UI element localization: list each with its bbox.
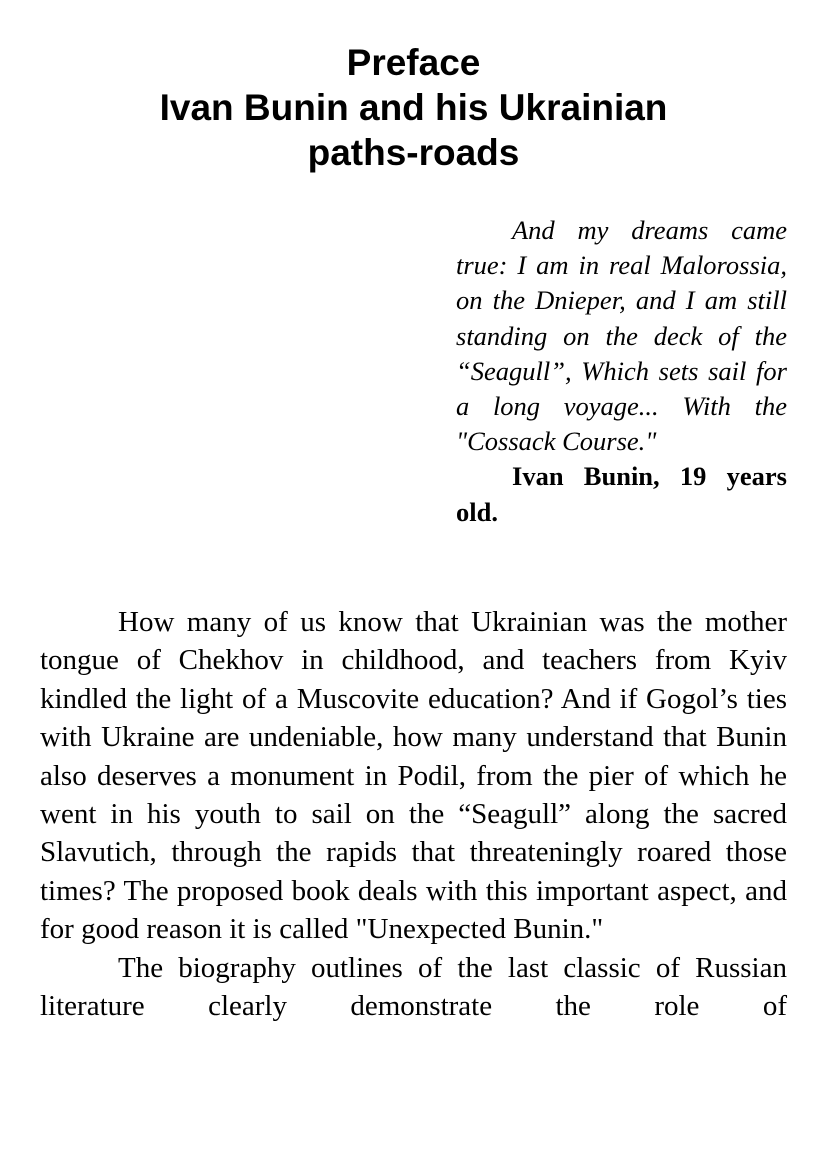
body-paragraph: How many of us know that Ukrainian was the mother tongue of Chekhov in childhood, and teachers from Kyiv kindled the light of a Muscovite education? And if Gogol’s ties with Ukraine are undeniable, how many understand that Bunin also deserves a monument in Podil, from the pier of which he went in his youth to sail on the “Seagull” along the sacred Slavutich, through the rapids that threateningly roared those times? The proposed book deals with this important aspect, and for good reason it is called "Unexpected Bunin." bbox=[40, 606, 787, 946]
epigraph bbox=[456, 213, 787, 530]
epigraph-quote: And my dreams came true: I am in real Malorossia, on the Dnieper, and I am still standing on the deck of the “Seagull”, Which sets sail for a long voyage... With the "Cossack Course." bbox=[456, 215, 787, 457]
body-paragraph: The biography outlines of the last classic of Russian literature clearly demonstrate the role of bbox=[40, 951, 787, 1023]
title-line-subtitle: Ivan Bunin and his Ukrainian bbox=[159, 87, 668, 128]
epigraph-author: Ivan Bunin, 19 years old. bbox=[456, 461, 787, 527]
title-line-preface: Preface bbox=[346, 42, 481, 83]
title-line-subtitle-end: paths-roads bbox=[307, 132, 520, 173]
body-text bbox=[40, 603, 787, 1025]
page-title bbox=[0, 40, 827, 175]
